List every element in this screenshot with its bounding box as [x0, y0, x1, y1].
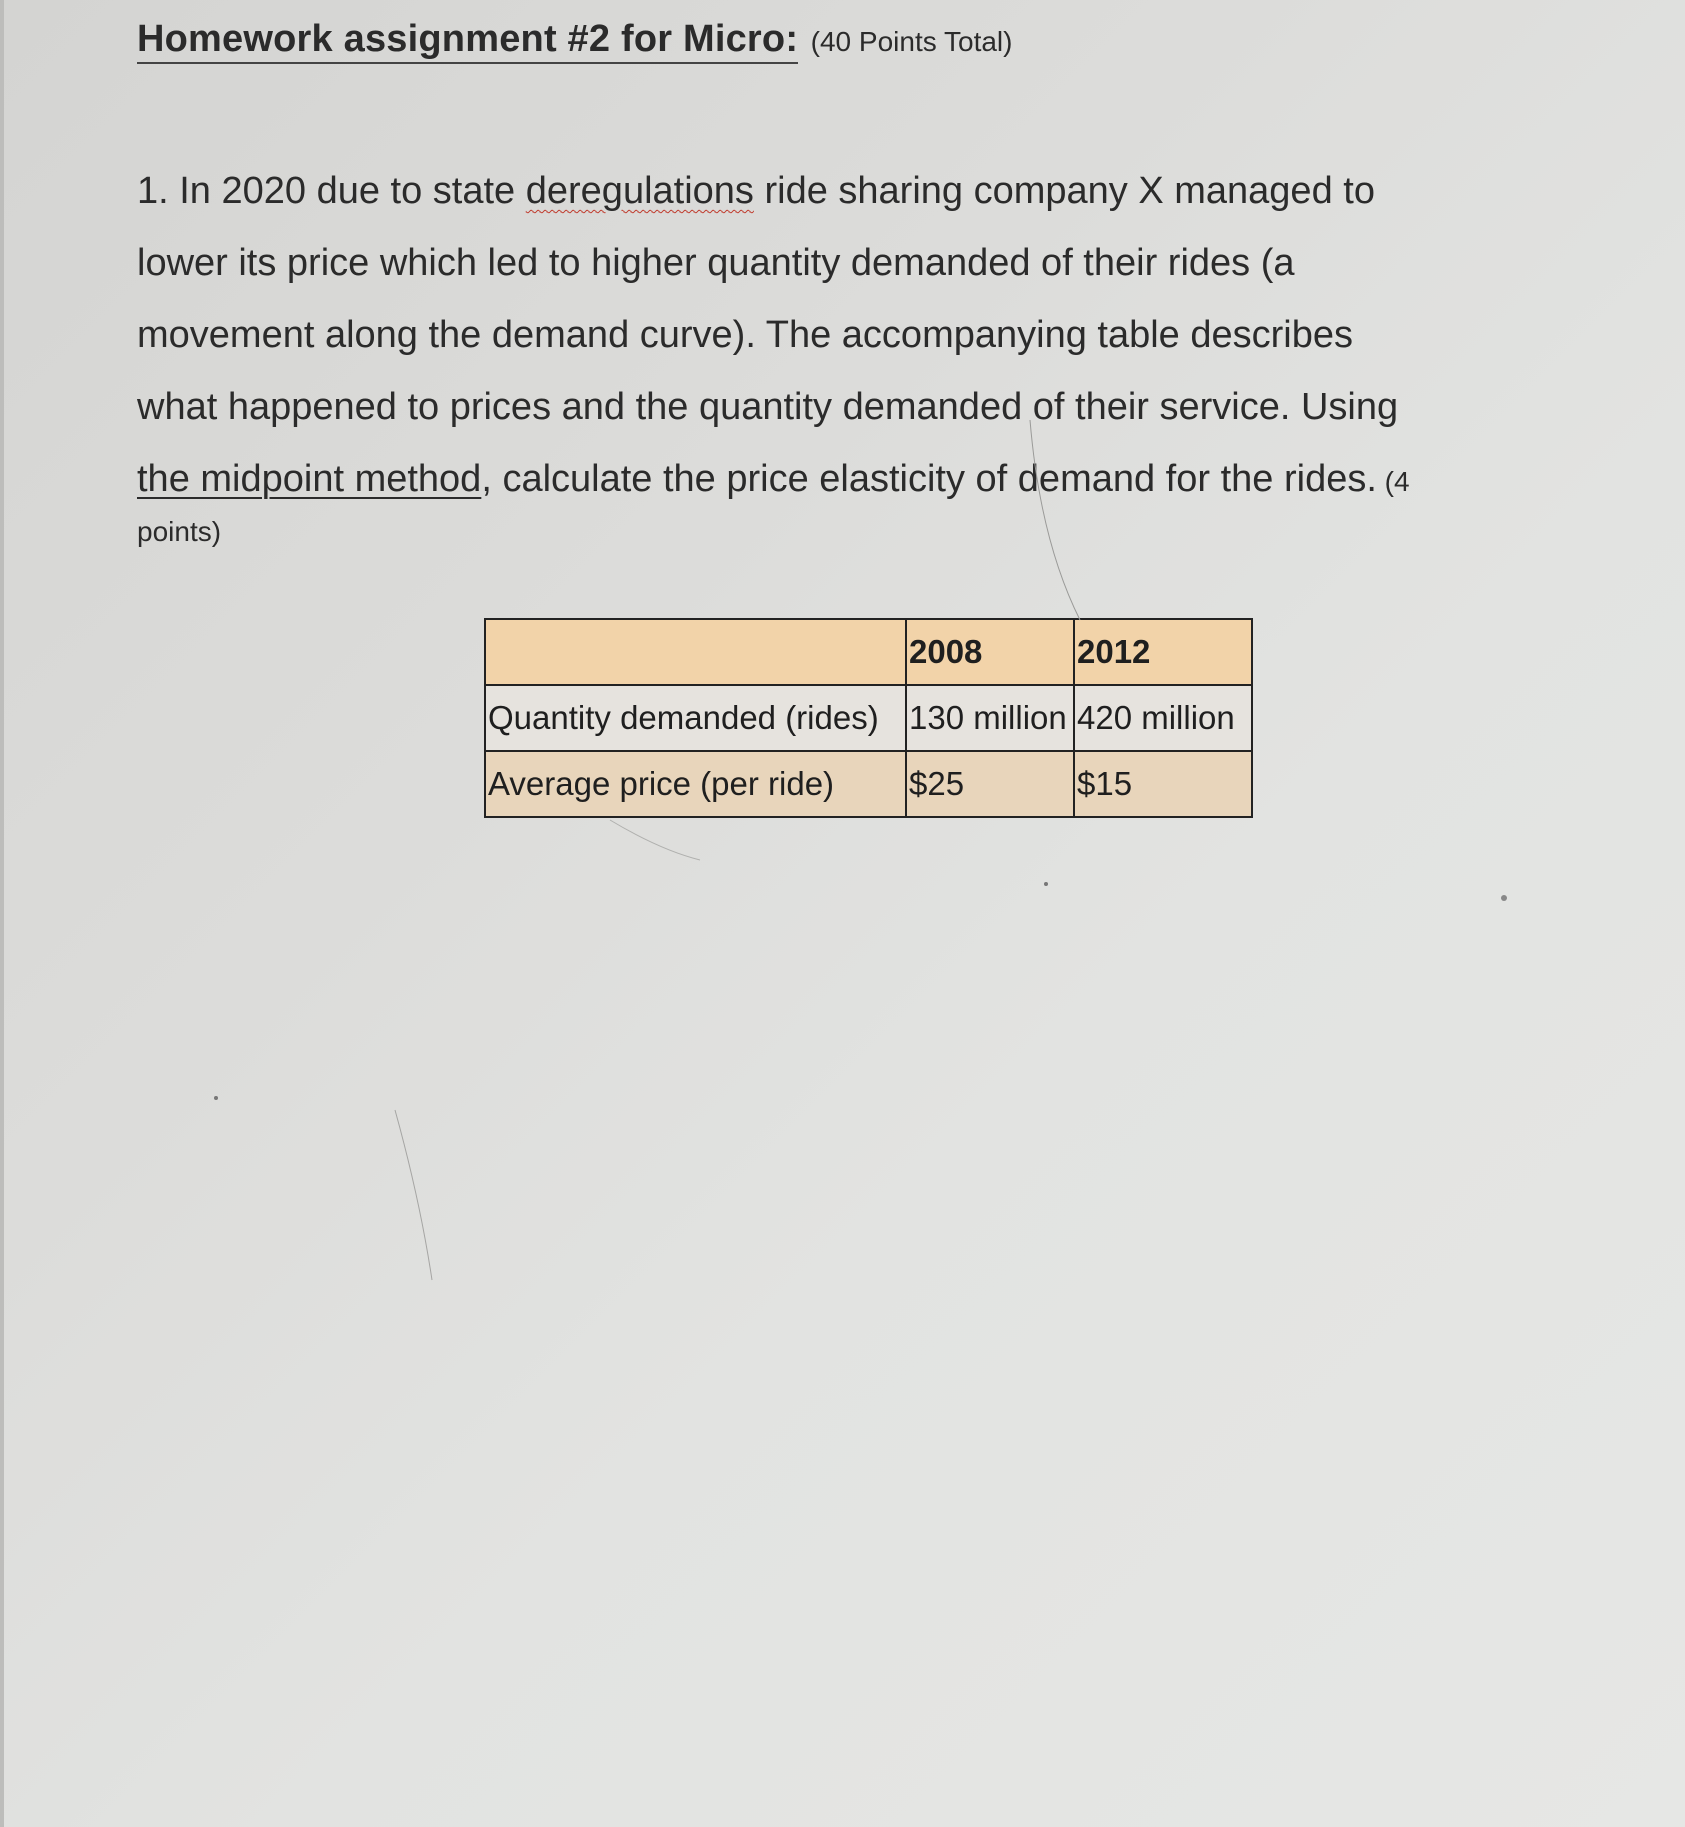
table-header-cell: 2008	[906, 619, 1074, 685]
spellcheck-word: deregulations	[525, 170, 754, 212]
dust-speck	[214, 1096, 218, 1100]
question-points-end: points)	[137, 516, 222, 547]
table-cell: 420 million	[1074, 685, 1252, 751]
question-line-1-end: ride sharing company X managed to	[753, 170, 1375, 212]
dust-speck	[1044, 882, 1048, 886]
table-cell: $25	[906, 751, 1074, 817]
table-cell: 130 million	[906, 685, 1074, 751]
question-line-3: movement along the demand curve). The accompanying table describes	[137, 314, 1353, 356]
scratch-mark	[1030, 420, 1080, 620]
title-text: Homework assignment #2 for Micro:	[137, 18, 798, 64]
scratch-mark	[395, 1110, 432, 1280]
question-line-5-end: , calculate the price elasticity of demand for the rides.	[481, 458, 1377, 500]
table-cell: Average price (per ride)	[485, 751, 906, 817]
table-cell: Quantity demanded (rides)	[485, 685, 906, 751]
dust-speck	[1501, 895, 1507, 901]
title-points: (40 Points Total)	[810, 26, 1013, 57]
midpoint-method-text: the midpoint method	[137, 458, 482, 500]
question-points-start: (4	[1376, 466, 1410, 497]
question-line-2: lower its price which led to higher quantity demanded of their rides (a	[137, 242, 1295, 284]
table-cell: $15	[1074, 751, 1252, 817]
question-line-1-start: 1. In 2020 due to state	[137, 170, 526, 212]
table-header-cell: 2012	[1074, 619, 1252, 685]
question-line-4: what happened to prices and the quantity demanded of their service. Using	[137, 386, 1399, 428]
scratch-mark	[610, 820, 700, 860]
